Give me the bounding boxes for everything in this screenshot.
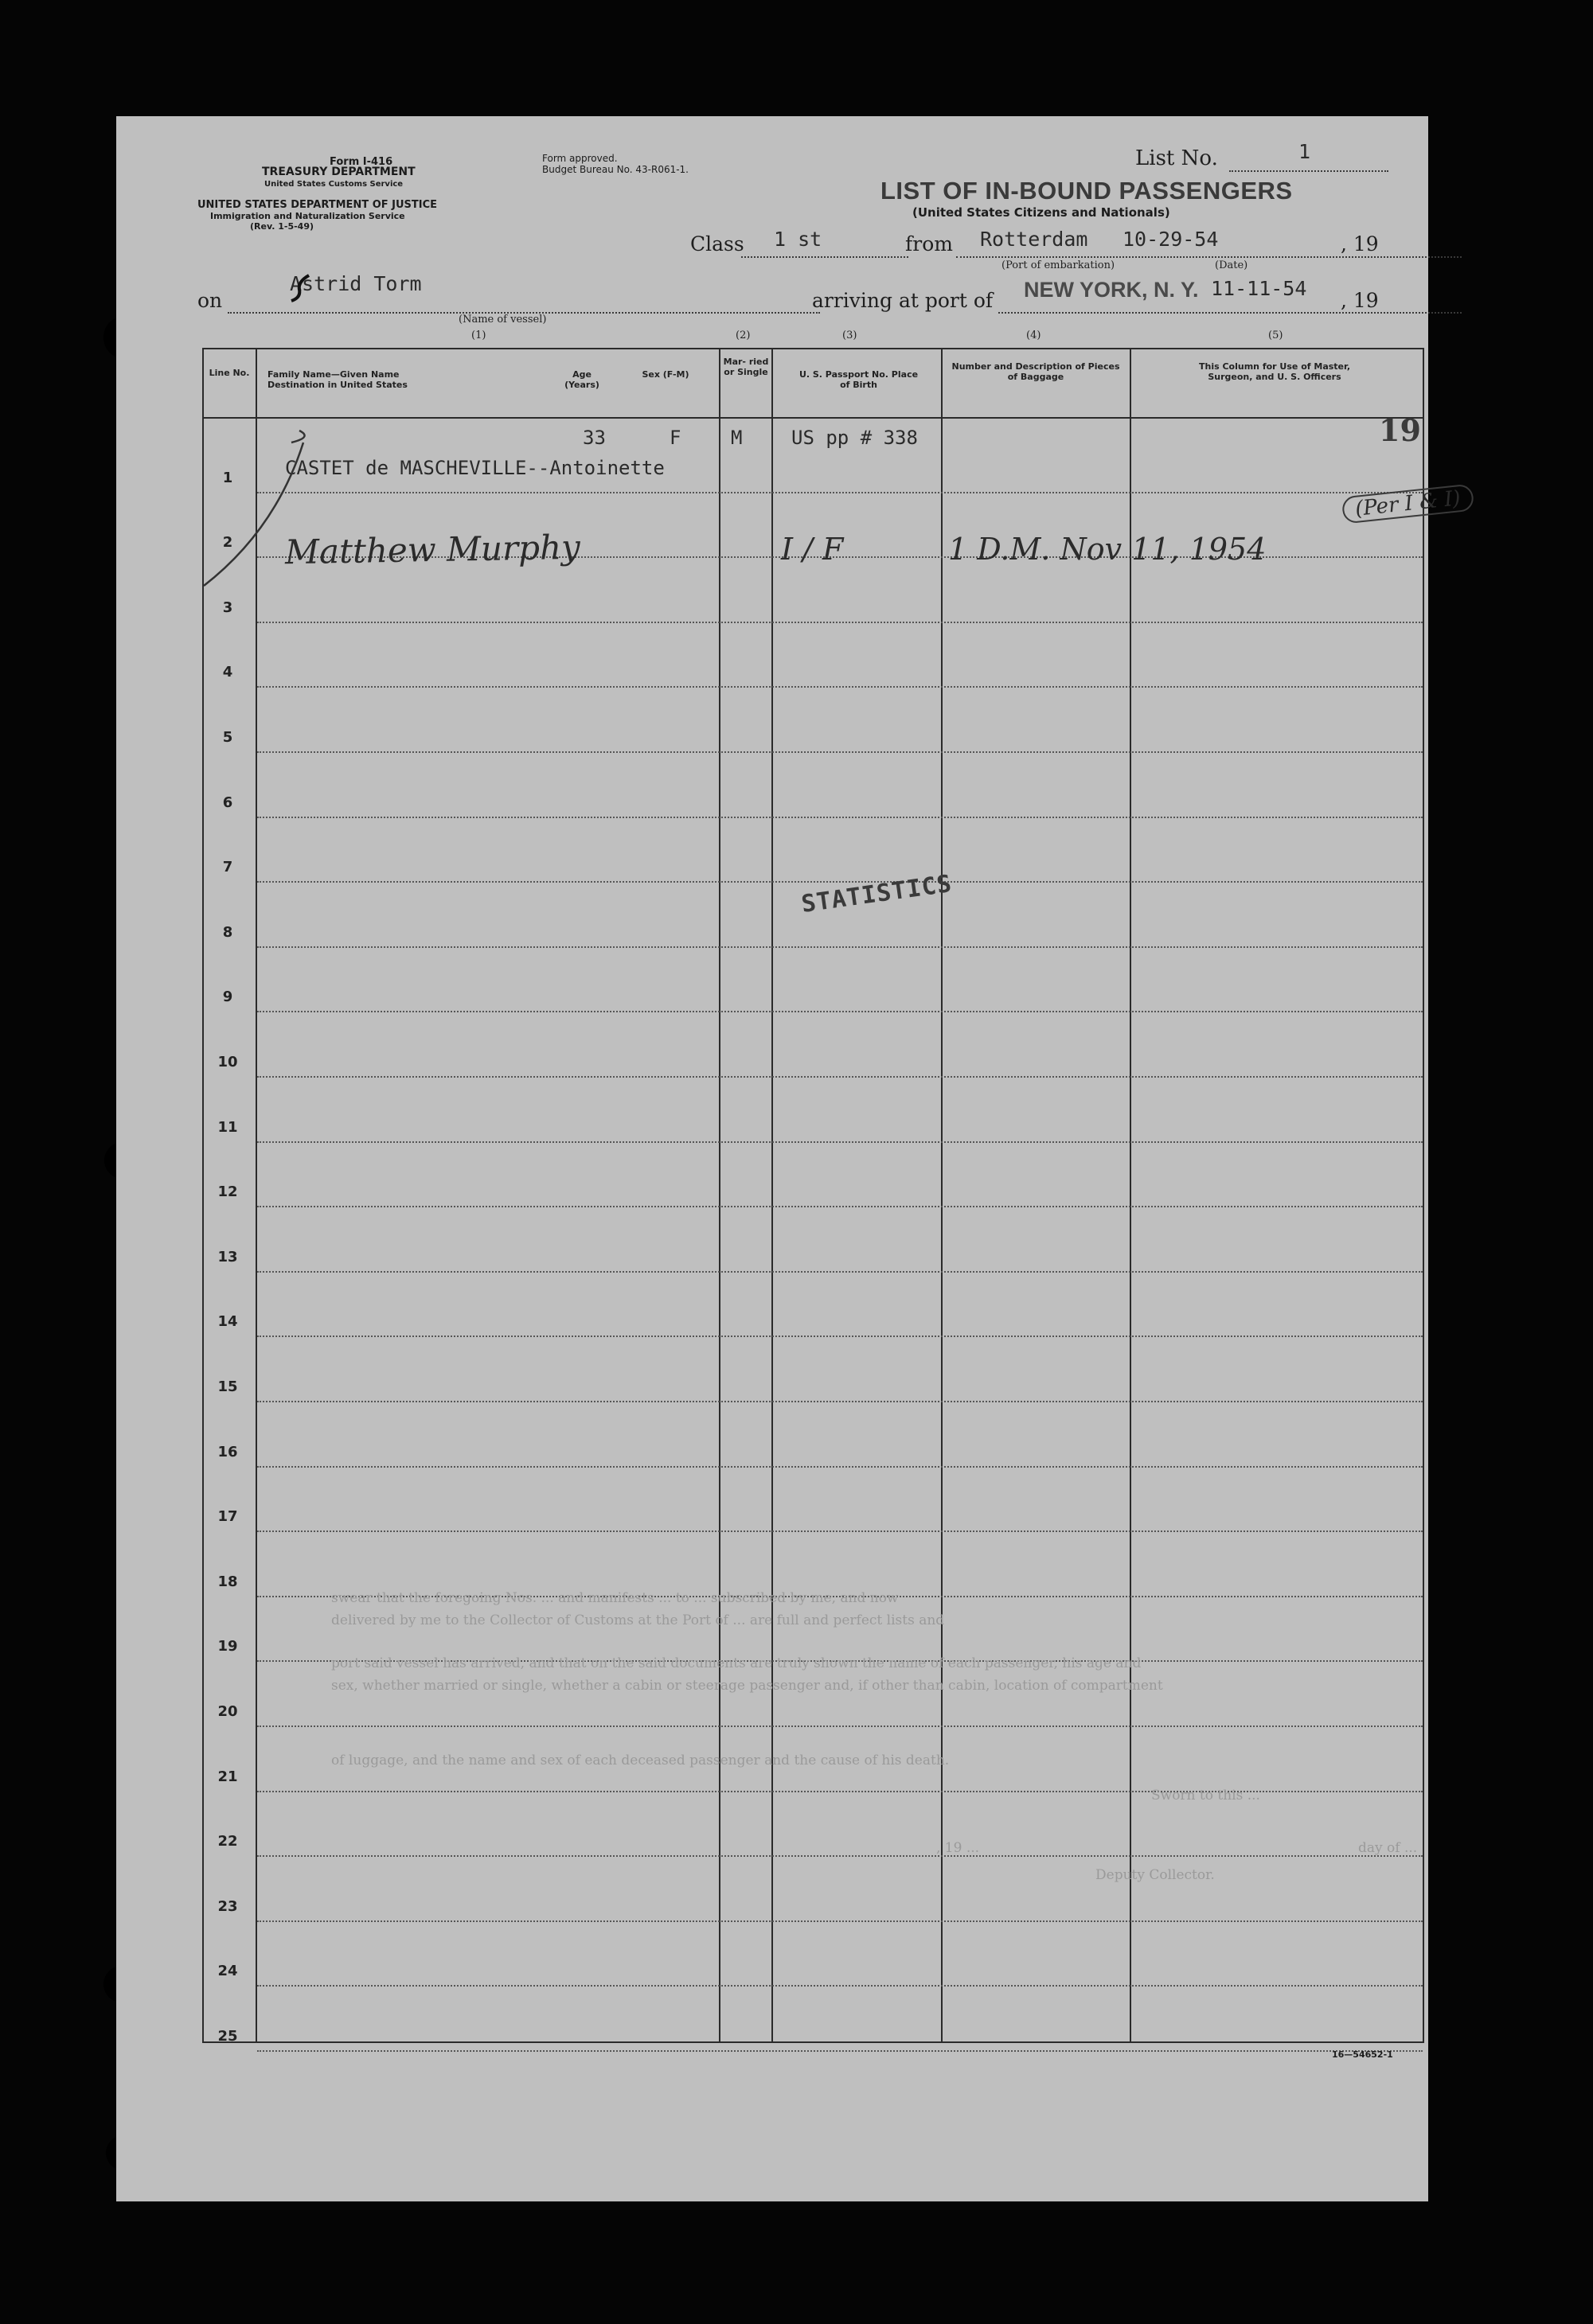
passenger-marital-status: M [731,427,743,449]
row-number: 16 [217,1443,238,1460]
port-of-embarkation: Rotterdam [980,228,1088,251]
row-number: 4 [222,664,233,681]
col-header-line-no: Line No. [209,368,250,378]
arrival-date: 11-11-54 [1211,277,1307,300]
row-rule [257,1530,1423,1532]
row-rule [257,1985,1423,1987]
row-number: 6 [222,794,233,811]
from-label: from [905,232,953,255]
row-number: 5 [222,729,233,746]
treasury-department: TREASURY DEPARTMENT [262,166,416,178]
list-no-label: List No. [1135,146,1218,170]
row-rule [257,1271,1423,1273]
row-rule [257,1011,1423,1012]
page-subtitle: (United States Citizens and Nationals) [912,205,1170,220]
vessel-pen-mark [287,274,318,306]
form-print-code: 16—54652-1 [1332,2049,1393,2060]
row-number: 12 [217,1183,238,1201]
row-number: 1 [222,469,233,486]
passport-number: US pp # 338 [791,427,918,449]
row-rule [257,1725,1423,1727]
col-header-married: Mar- ried or Single [723,357,769,377]
passenger-manifest-page: Form I-416 TREASURY DEPARTMENT United States Customs Service UNITED STATES DEPARTMENT OF JUSTICE Immigration and Naturalization Service (Rev. 1-5-49) Form approved. Budget Bureau No. 43-R061-1. List No. 1 LIST OF IN-BOUND PASSENGERS (United States Citizens and Nationals) Class 1 st from Rotterdam 10-29-54 , 19 (Port of embarkation) (Date) on Astrid Torm (Name of vessel) arriving at port of NEW YORK, N. Y. 11-11-54 , 19 (1) (2) (3) (4) (5) Line No. Family Name—Given Name Destination in United States Age (Years) Sex (F-M) Mar- ried or Single U. S. Passport No. Place of Birth Number and Description of Pieces of Baggage This Column for Use of Master, Surgeon, and U. S. Officers 1 2 3 4 5 6 7 8 9 10 11 12 13 14 15 16 17 18 19 20 21 22 23 24 25 33 F M US pp # 338 19 CASTET de MASCHEVILLE--Antoinette Matthew Murphy I / F 1 D.M. Nov 11, 1954 (Per I & I) STATISTICS swear that the foregoing Nos. ... and manifests ... to ... subscribed by me, and now delivered by me to the Collector of Customs at the Port of ... are full and perfect lists and port said vessel has arrived, and that on the said documents are truly shown the name of each passenger, his age and sex, whether married or single, whether a cabin or steerage passenger and, if other than cabin, location of compartment of luggage, and the name and sex of each deceased passenger and the cause of his death. Sworn to this ... , 19 ... day of ... Deputy Collector. 16—54652-1 [116,116,1428,2201]
arriving-label: arriving at port of [812,289,994,312]
row-rule [257,881,1423,883]
row-rule [257,1920,1423,1922]
row-rule [257,817,1423,818]
column-number: (1) [471,329,486,341]
on-label: on [197,289,223,312]
row-rule [257,1141,1423,1143]
list-no-value: 1 [1298,140,1311,163]
embarkation-date: 10-29-54 [1123,228,1219,251]
row-number: 23 [217,1897,238,1915]
column-divider [941,348,943,2043]
revision-date: (Rev. 1-5-49) [250,221,314,232]
form-approved: Form approved. [542,153,618,164]
row-number: 13 [217,1248,238,1265]
column-number: (2) [736,329,751,341]
col-header-sex: Sex (F-M) [642,369,689,380]
column-divider [1130,348,1131,2043]
col-header-family-name: Family Name—Given Name [267,369,400,380]
passenger-name: CASTET de MASCHEVILLE--Antoinette [285,457,665,479]
row-number: 15 [217,1378,238,1395]
from-line [956,256,1462,258]
year-suffix: , 19 [1341,232,1379,255]
row-number: 18 [217,1573,238,1590]
col-header-baggage: Number and Description of Pieces of Baggage [951,361,1120,382]
class-label: Class [690,232,744,255]
col-header-age: Age (Years) [564,369,599,390]
row-rule [257,1466,1423,1468]
budget-bureau-number: Budget Bureau No. 43-R061-1. [542,164,689,175]
handwritten-name: Matthew Murphy [284,527,581,572]
form-number: Form I-416 [330,156,393,168]
list-no-line [1229,170,1388,172]
passenger-sex: F [670,427,681,449]
row-rule [257,686,1423,688]
row-number: 17 [217,1508,238,1526]
row-rule [257,1336,1423,1337]
department-of-justice: UNITED STATES DEPARTMENT OF JUSTICE [197,199,438,211]
column-divider [719,348,720,2043]
immigration-service: Immigration and Naturalization Service [210,211,405,221]
passenger-age: 33 [583,427,606,449]
row-number: 25 [217,2028,238,2045]
row-rule [257,622,1423,623]
statistics-stamp: STATISTICS [799,869,955,919]
column-divider [256,348,257,2043]
column-number: (3) [842,329,857,341]
row-number: 22 [217,1833,238,1850]
vessel-caption: (Name of vessel) [459,314,547,326]
year-suffix: , 19 [1341,289,1379,312]
column-number: (4) [1026,329,1041,341]
date-caption: (Date) [1215,259,1248,271]
row-rule [257,1076,1423,1078]
class-value: 1 st [774,228,822,251]
row-number: 19 [217,1638,238,1655]
officer-mark: 19 [1379,412,1421,448]
arrival-port: NEW YORK, N. Y. [1024,278,1199,302]
port-embarkation-caption: (Port of embarkation) [1001,259,1115,271]
page-title: LIST OF IN-BOUND PASSENGERS [880,177,1293,205]
class-line [741,256,908,258]
column-number: (5) [1268,329,1283,341]
col-header-destination: Destination in United States [267,380,408,390]
row-number: 7 [222,859,233,876]
margin-note: (Per I & I) [1341,483,1475,524]
col-header-officers: This Column for Use of Master, Surgeon, and U. S. Officers [1199,361,1350,382]
handwritten-initials: I / F [781,532,844,567]
row-number: 3 [222,599,233,616]
row-rule [257,1401,1423,1402]
row-rule [257,1206,1423,1207]
row-number: 14 [217,1313,238,1331]
row-number: 20 [217,1703,238,1720]
row-number: 9 [222,988,233,1006]
row-number: 2 [222,534,233,552]
handwritten-date: 1 D.M. Nov 11, 1954 [948,532,1267,567]
vessel-name: Astrid Torm [290,272,422,295]
column-divider [771,348,773,2043]
pencil-mark [180,411,737,594]
row-number: 10 [217,1054,238,1070]
arrival-line [998,312,1462,314]
row-number: 24 [217,1963,238,1980]
col-header-passport: U. S. Passport No. Place of Birth [798,369,919,390]
row-rule [257,1855,1423,1857]
row-rule [257,751,1423,753]
customs-service: United States Customs Service [264,180,404,189]
row-number: 21 [217,1768,238,1785]
row-rule [257,2050,1423,2052]
row-rule [257,946,1423,948]
row-number: 11 [217,1118,238,1136]
row-number: 8 [222,923,233,941]
